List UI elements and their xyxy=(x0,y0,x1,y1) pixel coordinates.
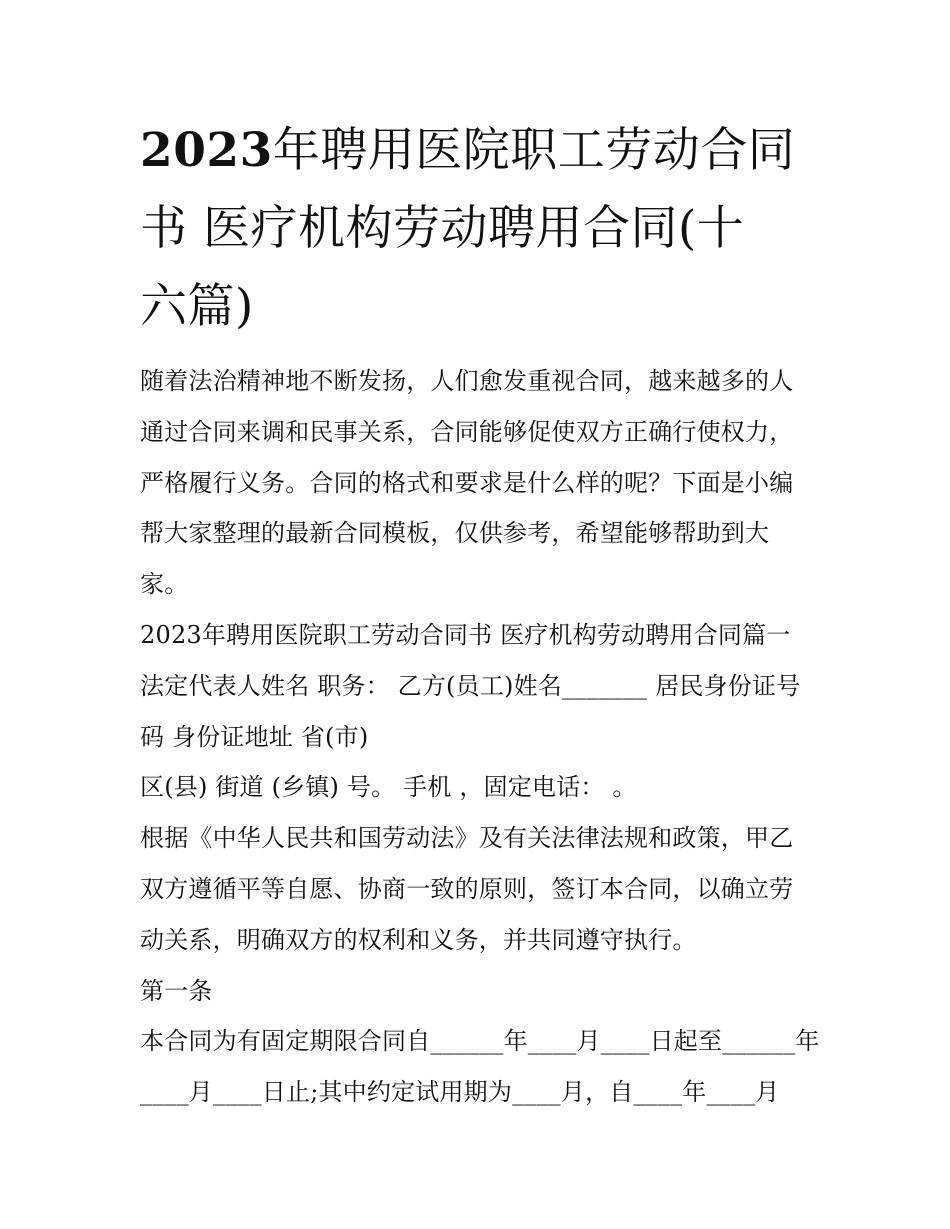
document-page xyxy=(140,112,820,1118)
title-line-1: 2023年聘用医院职工劳动合同 xyxy=(140,123,796,178)
body-line: 根据《中华人民共和国劳动法》及有关法律法规和政策，甲乙 xyxy=(140,824,794,853)
article-heading: 第一条 xyxy=(140,976,213,1005)
body-line: 帮大家整理的最新合同模板，仅供参考，希望能够帮助到大 xyxy=(140,519,770,548)
title-line-3: 六篇) xyxy=(140,279,254,334)
body-line: 动关系，明确双方的权利和义务，并共同遵守执行。 xyxy=(140,925,697,954)
body-line: 法定代表人姓名 职务： 乙方(员工)姓名_______ 居民身份证号 xyxy=(140,671,801,700)
body-line: 本合同为有固定期限合同自______年____月____日起至______年 xyxy=(140,1027,820,1056)
title-line-2: 书 医疗机构劳动聘用合同(十 xyxy=(140,201,745,256)
document-title xyxy=(140,112,820,346)
body-line: 区(县) 街道 (乡镇) 号。 手机 ，固定电话： 。 xyxy=(140,773,637,802)
body-line: 随着法治精神地不断发扬，人们愈发重视合同，越来越多的人 xyxy=(140,367,794,395)
body-line: 双方遵循平等自愿、协商一致的原则，签订本合同，以确立劳 xyxy=(140,874,794,903)
body-line: 通过合同来调和民事关系，合同能够促使双方正确行使权力， xyxy=(140,417,794,446)
body-line: 家。 xyxy=(140,570,189,599)
document-body xyxy=(140,356,820,1118)
body-line: ____月____日止;其中约定试用期为____月，自____年____月 xyxy=(140,1078,780,1107)
body-line: 严格履行义务。合同的格式和要求是什么样的呢？下面是小编 xyxy=(140,468,794,497)
section-heading: 2023年聘用医院职工劳动合同书 医疗机构劳动聘用合同篇一 xyxy=(140,620,791,649)
body-line: 码 身份证地址 省(市) xyxy=(140,722,369,751)
